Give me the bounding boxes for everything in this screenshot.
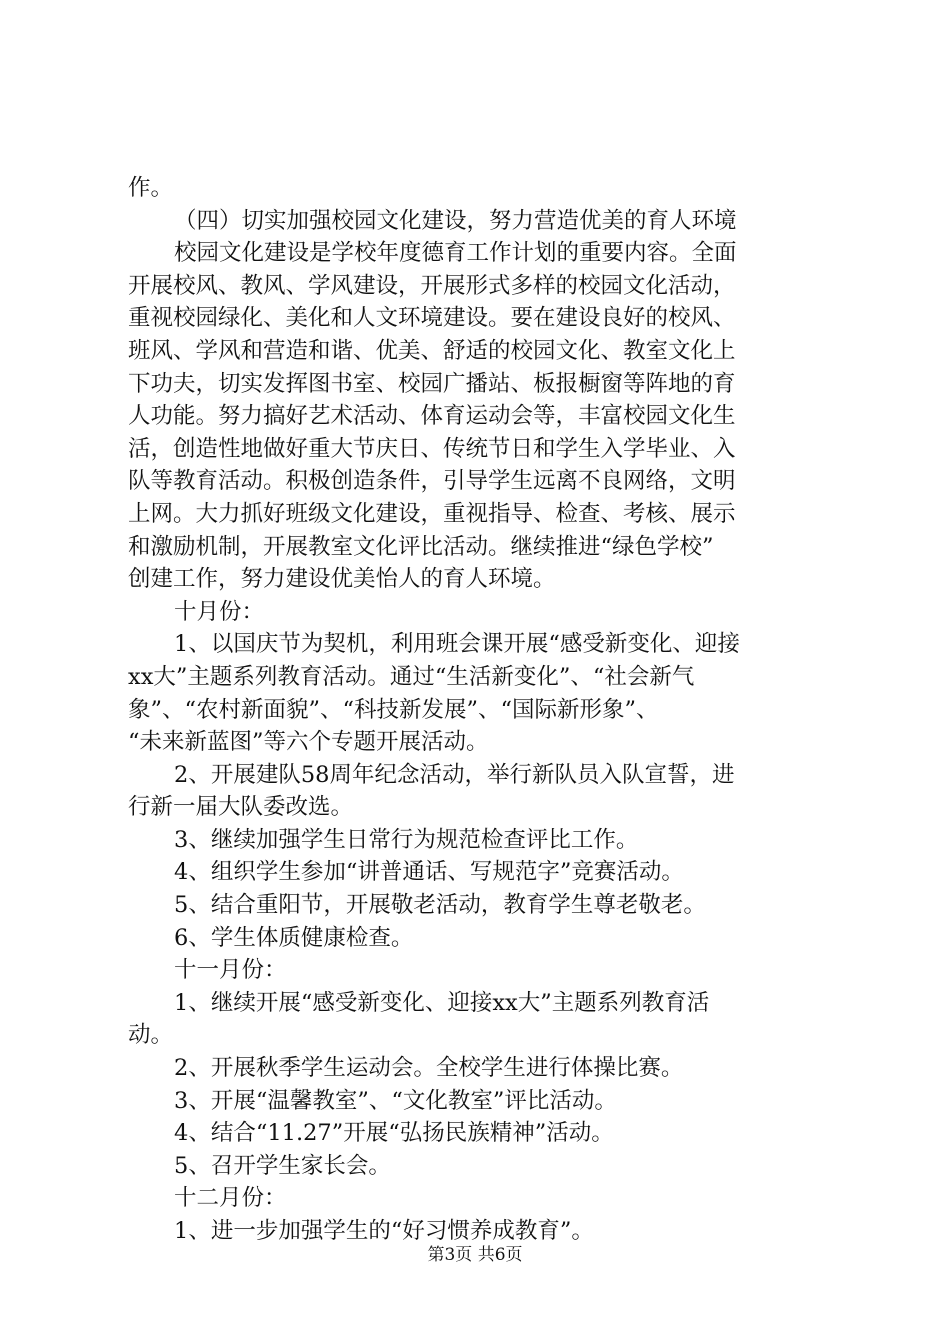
text-line: 活，创造性地做好重大节庆日、传统节日和学生入学毕业、入 [128, 435, 736, 462]
text-line: 下功夫，切实发挥图书室、校园广播站、板报橱窗等阵地的育 [128, 370, 736, 397]
text-line: 行新一届大队委改选。 [128, 794, 354, 821]
text-line: 4、结合“11.27”开展“弘扬民族精神”活动。 [174, 1120, 614, 1147]
text-line: 十二月份： [174, 1185, 287, 1212]
text-line: 1、进一步加强学生的“好习惯养成教育”。 [174, 1218, 594, 1244]
text-line: 6、学生体质健康检查。 [174, 924, 414, 951]
text-line: 2、开展建队58周年纪念活动，举行新队员入队宣誓，进 [174, 761, 735, 788]
text-line: 创建工作，努力建设优美怡人的育人环境。 [128, 566, 556, 593]
document-body [128, 172, 828, 1248]
text-line: 作。 [128, 175, 174, 201]
text-line: 十一月份： [174, 957, 287, 984]
text-line: 3、继续加强学生日常行为规范检查评比工作。 [174, 826, 639, 853]
text-line: 和激励机制，开展教室文化评比活动。继续推进“绿色学校” [128, 533, 714, 560]
text-line: 人功能。努力搞好艺术活动、体育运动会等，丰富校园文化生 [128, 403, 736, 430]
text-line: 校园文化建设是学校年度德育工作计划的重要内容。全面 [174, 240, 737, 267]
text-line: 5、结合重阳节，开展敬老活动，教育学生尊老敬老。 [174, 892, 706, 919]
text-line: 开展校风、教风、学风建设，开展形式多样的校园文化活动， [128, 272, 736, 299]
text-line: 1、继续开展“感受新变化、迎接xx大”主题系列教育活 [174, 989, 710, 1016]
text-line: 动。 [128, 1022, 174, 1049]
text-line: 2、开展秋季学生运动会。全校学生进行体操比赛。 [174, 1055, 684, 1082]
text-line: 5、召开学生家长会。 [174, 1152, 391, 1179]
text-line: xx大”主题系列教育活动。通过“生活新变化”、“社会新气 [128, 663, 695, 690]
text-line: 队等教育活动。积极创造条件，引导学生远离不良网络，文明 [128, 468, 736, 495]
text-line: 重视校园绿化、美化和人文环境建设。要在建设良好的校风、 [128, 305, 736, 332]
text-line: 1、以国庆节为契机，利用班会课开展“感受新变化、迎接 [174, 631, 740, 658]
text-line: 上网。大力抓好班级文化建设，重视指导、检查、考核、展示 [128, 500, 736, 527]
text-line: （四）切实加强校园文化建设，努力营造优美的育人环境 [174, 207, 737, 234]
text-line: 象”、“农村新面貌”、“科技新发展”、“国际新形象”、 [128, 696, 659, 723]
text-line: 4、组织学生参加“讲普通话、写规范字”竞赛活动。 [174, 859, 684, 886]
page-footer: 第3页 共6页 [427, 1245, 523, 1265]
text-line: 3、开展“温馨教室”、“文化教室”评比活动。 [174, 1087, 617, 1114]
text-line: “未来新蓝图”等六个专题开展活动。 [128, 729, 489, 756]
text-line: 十月份： [174, 598, 265, 625]
text-line: 班风、学风和营造和谐、优美、舒适的校园文化、教室文化上 [128, 337, 736, 364]
